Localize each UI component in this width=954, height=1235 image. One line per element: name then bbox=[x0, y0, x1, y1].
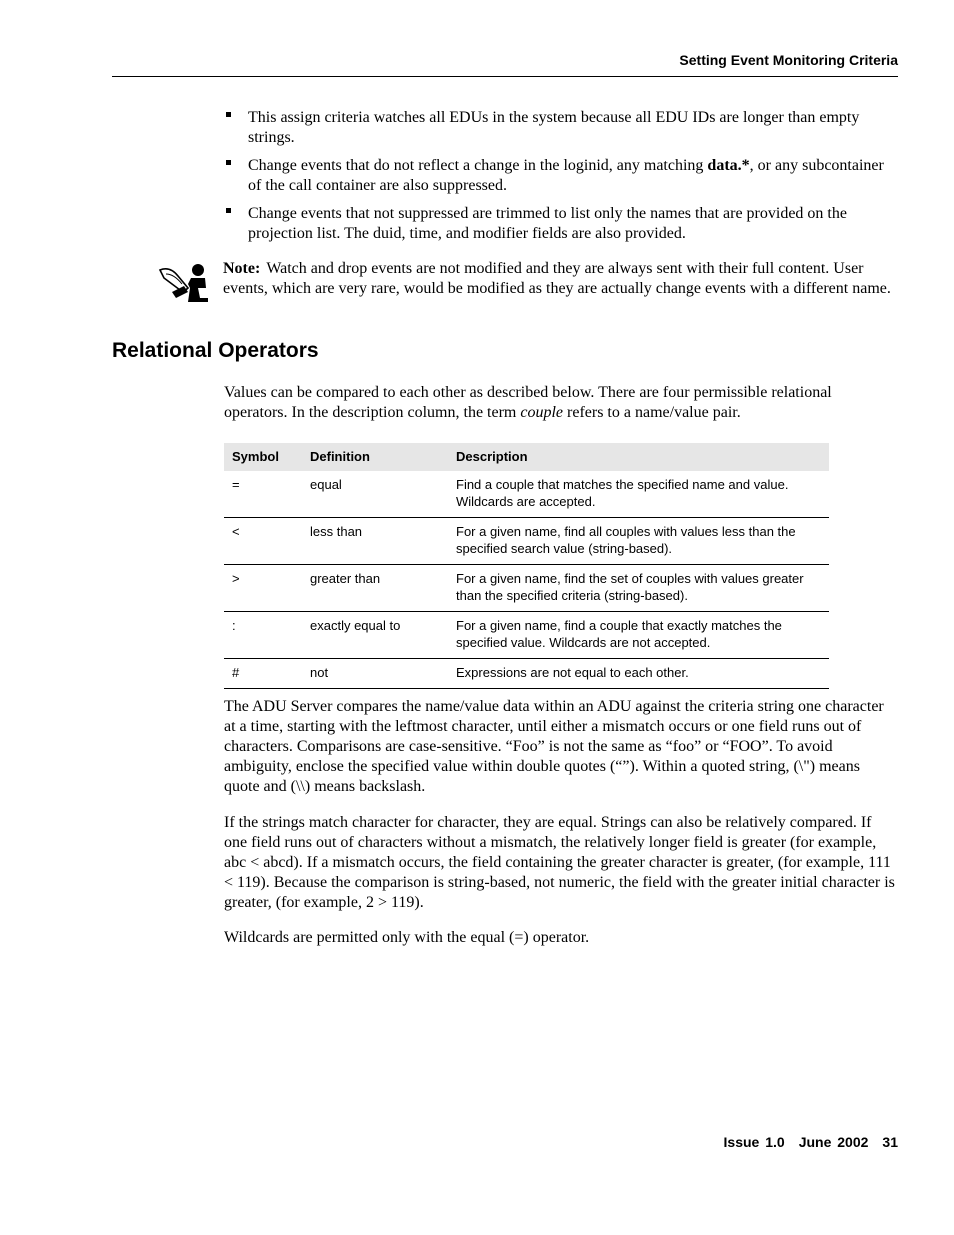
cell-definition: exactly equal to bbox=[302, 612, 448, 659]
cell-description: For a given name, find the set of couples with values greater than the specified criteria (string-based). bbox=[448, 565, 829, 612]
table-row bbox=[224, 659, 829, 689]
cell-description: For a given name, find a couple that exactly matches the specified value. Wildcards are not accepted. bbox=[448, 612, 829, 659]
running-header-title: Setting Event Monitoring Criteria bbox=[679, 52, 898, 68]
bullet-marker bbox=[226, 160, 231, 165]
note-label: Note: bbox=[223, 260, 261, 277]
body-paragraph: If the strings match character for character, they are equal. Strings can also be relatively compared. If one field runs out of characters without a mismatch, the relatively longer field is greater (for example, abc < abcd). If a mismatch occurs, the field containing the greater character is greater, (for example, 111 < 119). Because the comparison is string-based, not numeric, the field with the greater initial character is greater, (for example, 2 > 119). bbox=[224, 814, 895, 911]
running-header bbox=[112, 52, 898, 77]
italic-term: couple bbox=[520, 404, 564, 421]
body-paragraph: Wildcards are permitted only with the equal (=) operator. bbox=[224, 929, 590, 946]
column-header-definition: Definition bbox=[302, 443, 448, 471]
cell-description: For a given name, find all couples with values less than the specified search value (string-based). bbox=[448, 518, 829, 565]
page-number: 31 bbox=[882, 1134, 898, 1150]
footer-issue: Issue 1.0 bbox=[723, 1134, 785, 1150]
cell-symbol: : bbox=[224, 612, 302, 659]
bullet-marker bbox=[226, 112, 231, 117]
cell-symbol: < bbox=[224, 518, 302, 565]
cell-description: Expressions are not equal to each other. bbox=[448, 659, 829, 689]
table-row bbox=[224, 518, 829, 565]
cell-symbol: # bbox=[224, 659, 302, 689]
note-text: Note: Watch and drop events are not modified and they are always sent with their full content. User events, which are very rare, would be modified as they are actually change events with a different name. bbox=[223, 260, 891, 297]
cell-description: Find a couple that matches the specified name and value. Wildcards are accepted. bbox=[448, 471, 829, 518]
bullet-item: This assign criteria watches all EDUs in the system because all EDU IDs are longer than empty strings. bbox=[224, 108, 898, 148]
cell-definition: not bbox=[302, 659, 448, 689]
bullet-item: Change events that not suppressed are trimmed to list only the names that are provided on the projection list. The duid, time, and modifier fields are also provided. bbox=[224, 204, 898, 244]
table-row bbox=[224, 612, 829, 659]
table-header-row bbox=[224, 443, 829, 471]
cell-symbol: = bbox=[224, 471, 302, 518]
section-heading: Relational Operators bbox=[112, 339, 319, 362]
cell-symbol: > bbox=[224, 565, 302, 612]
cell-definition: greater than bbox=[302, 565, 448, 612]
footer-date: June 2002 bbox=[798, 1134, 869, 1150]
cell-definition: less than bbox=[302, 518, 448, 565]
body-paragraph: The ADU Server compares the name/value data within an ADU against the criteria string one character at a time, starting with the leftmost character, until either a mismatch occurs or one field runs out of characters. Comparisons are case-sensitive. “Foo” is not the same as “foo” or “FOO”. To avoid ambiguity, enclose the specified value within double quotes (“”). Within a quoted string, (\") means quote and (\\) means backslash. bbox=[224, 698, 884, 795]
bullet-marker bbox=[226, 208, 231, 213]
note-hand-pen-icon bbox=[158, 262, 210, 302]
table-row bbox=[224, 565, 829, 612]
page-footer bbox=[710, 1134, 898, 1150]
table-row bbox=[224, 471, 829, 518]
bullet-list bbox=[224, 108, 898, 252]
cell-definition: equal bbox=[302, 471, 448, 518]
intro-paragraph: Values can be compared to each other as described below. There are four permissible relational operators. In the description column, the term couple refers to a name/value pair. bbox=[224, 384, 832, 421]
relational-operators-table bbox=[224, 443, 829, 689]
bullet-item: Change events that do not reflect a change in the loginid, any matching data.*, or any subcontainer of the call container are also suppressed. bbox=[224, 156, 898, 196]
code-term: data.* bbox=[707, 157, 750, 174]
column-header-symbol: Symbol bbox=[224, 443, 302, 471]
column-header-description: Description bbox=[448, 443, 829, 471]
